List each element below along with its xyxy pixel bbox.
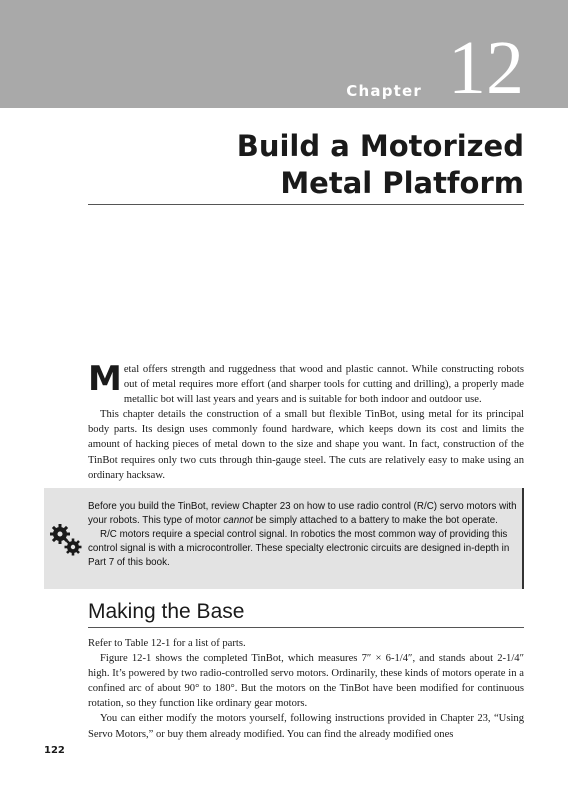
- section-paragraph-2: Figure 12-1 shows the completed TinBot, which measures 7″ × 6-1/4″, and stands about 2-1/4″ high. It’s powered by two radio-controlled servo motors. Ordinarily, these kinds of motors operate in a confined arc of about 90° to 180°. But the motors on the TinBot have been modified for continuous rotation, so they function like ordinary gear motors.: [88, 653, 524, 710]
- section-paragraph-1: Refer to Table 12-1 for a list of parts.: [88, 638, 246, 649]
- note-paragraph-1-end: be simply attached to a battery to make the bot operate.: [252, 515, 498, 526]
- section-heading: Making the Base: [88, 600, 245, 623]
- note-paragraph-2: R/C motors require a special control signal. In robotics the most common way of providing this control signal is with a microcontroller. These specialty electronic circuits are designed in-depth in Part 7 of this book.: [88, 529, 510, 568]
- note-emphasis: cannot: [223, 515, 253, 526]
- note-paragraph-1: [88, 500, 524, 528]
- section-text: [88, 636, 524, 742]
- chapter-title: [237, 128, 524, 202]
- intro-paragraph-1: [88, 359, 524, 407]
- title-rule: [88, 204, 524, 205]
- chapter-number: 12: [448, 26, 524, 110]
- intro-paragraph-2: This chapter details the construction of a small but flexible TinBot, using metal for its principal body parts. Its design uses commonly found hardware, which keeps down its cost and limits the amount of hacking pieces of metal down to the size and shape you want. In fact, construction of the TinBot requires only two cuts through thin-gauge steel. The cuts are relatively easy to make using an ordinary hacksaw.: [88, 409, 524, 481]
- note-side-bar: [522, 488, 524, 589]
- chapter-title-line-2: Metal Platform: [280, 166, 524, 200]
- page-number: 122: [44, 745, 65, 756]
- intro-paragraph-1-text: etal offers strength and ruggedness that wood and plastic cannot. While constructing robots out of metal requires more effort (and sharper tools for cutting and drilling), a properly made metallic bot will last years and years and is suitable for both indoor and outdoor use.: [123, 364, 524, 406]
- chapter-title-line-1: Build a Motorized: [236, 129, 524, 163]
- note-text: [88, 500, 524, 570]
- drop-cap: M: [88, 359, 122, 399]
- chapter-banner: [0, 0, 568, 108]
- section-paragraph-3: You can either modify the motors yourself, following instructions provided in Chapter 23, “Using Servo Motors,” or buy them already modified. You can find the already modified ones: [88, 713, 524, 740]
- note-paragraph-1-start: Before you build the TinBot, review Chapter 23 on how to use radio control (R/C) servo motors with your robots. This type of motor: [88, 501, 517, 526]
- intro-text: [88, 359, 524, 483]
- gears-icon: [48, 522, 84, 558]
- chapter-label: Chapter: [346, 82, 422, 100]
- section-rule: [88, 627, 524, 628]
- note-box: [44, 488, 524, 589]
